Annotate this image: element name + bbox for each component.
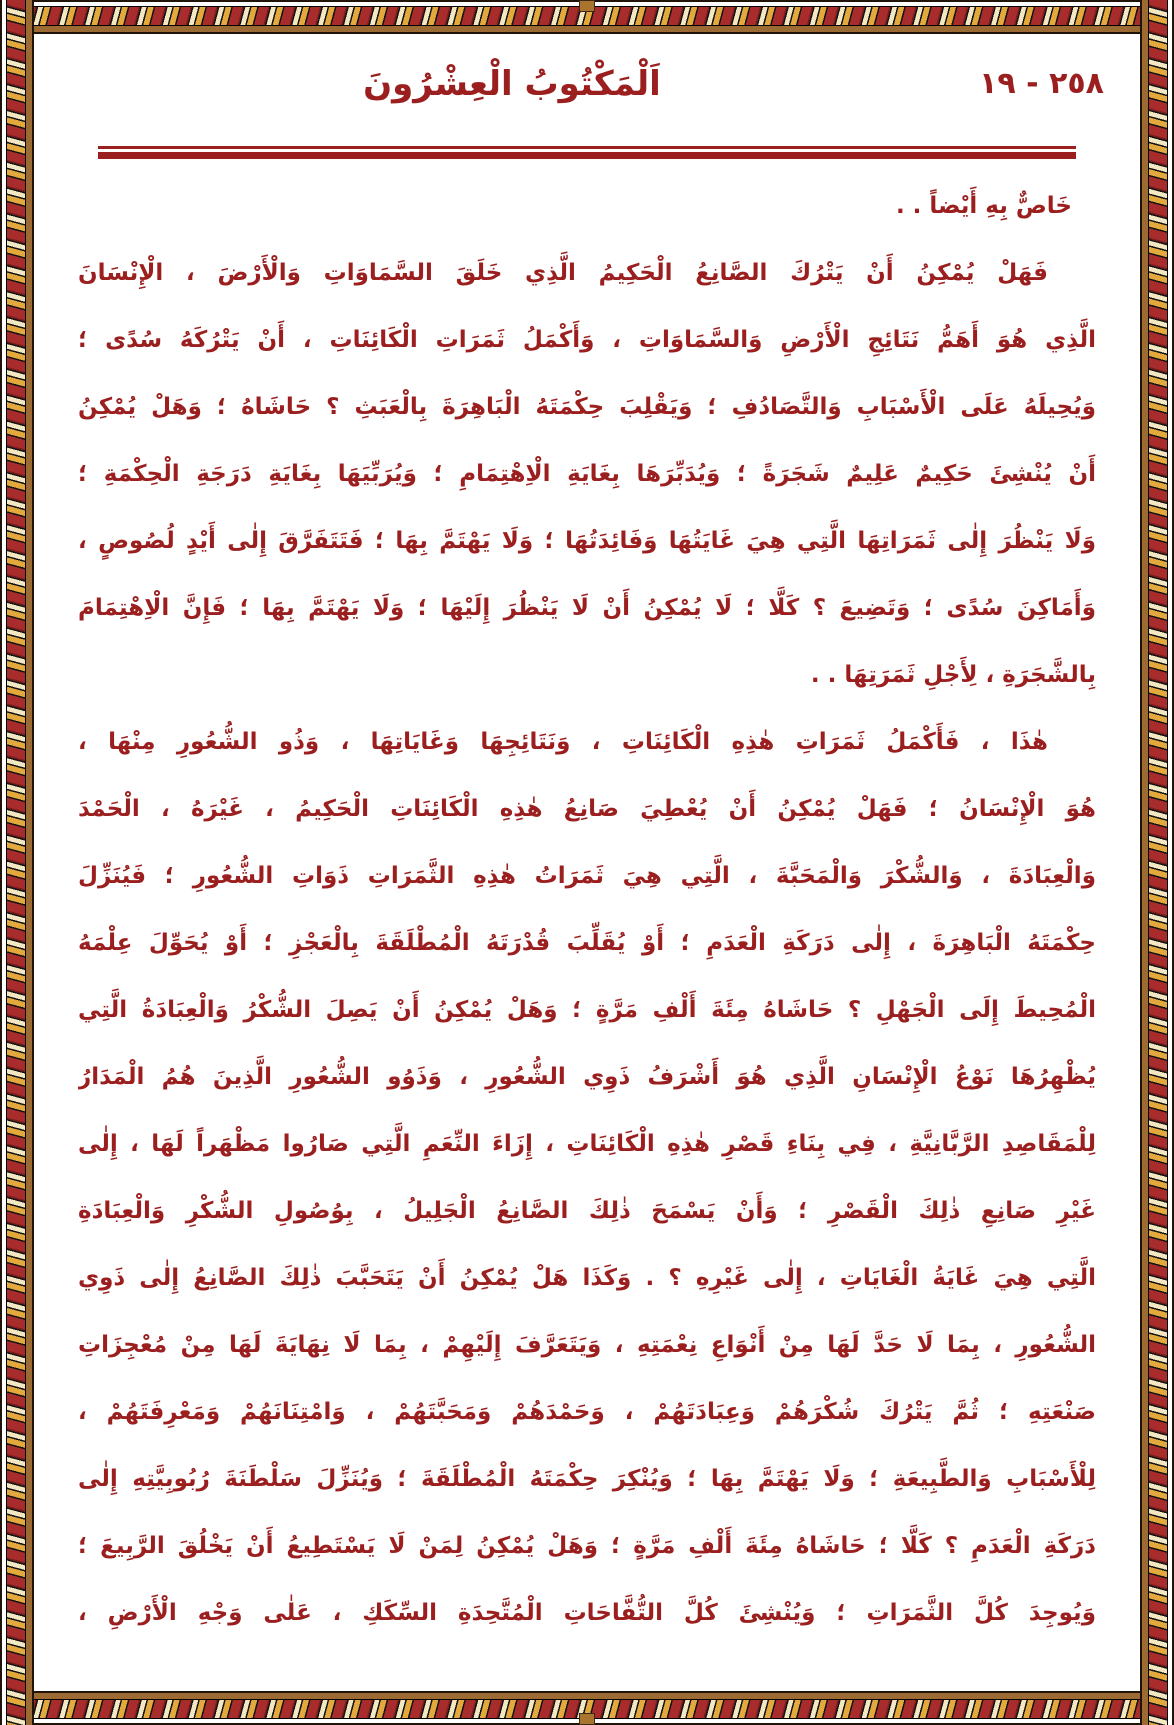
text-line: وَلَا يَنْظُرَ إِلٰى ثَمَرَاتِهَا الَّتِي هِيَ غَايَتُهَا وَفَائِدَتُهَا ؛ وَلَا يَهْتَمَّ بِهَا ؛ فَتَتَفَرَّقَ إِلٰى أَيْدٍ لُصُوصٍ ، [78,528,1096,554]
text-line: خَاصٌّ بِهِ أَيْضاً . . [895,193,1072,219]
document-body [34,173,1140,1647]
text-line: حِكْمَتَهُ الْبَاهِرَةَ ، إِلٰى دَرَكَةِ الْعَدَمِ ؛ أَوْ يُقَلِّبَ قُدْرَتَهُ الْمُطْلَقَةَ بِالْعَجْزِ ؛ أَوْ يُحَوِّلَ عِلْمَهُ [78,930,1096,956]
chain-pattern [1149,0,1167,1725]
page-title: اَلْمَكْتُوبُ الْعِشْرُونَ [363,64,661,104]
border-left-ornament [0,0,34,1725]
text-line: فَهَلْ يُمْكِنُ أَنْ يَتْرُكَ الصَّانِعُ الْحَكِيمُ الَّذِي خَلَقَ السَّمَاوَاتِ وَالْأَرْضَ ، الْإِنْسَانَ [78,260,1048,286]
text-line: وَيُوجِدَ كُلَّ الثَّمَرَاتِ ؛ وَيُنْشِئَ كُلَّ التُّفَّاحَاتِ الْمُتَّحِدَةِ السِّكَكِ ، عَلٰى وَجْهِ الْأَرْضِ ، [78,1600,1096,1626]
border-top-center-tab [579,0,595,12]
text-line: يُظْهِرُهَا نَوْعُ الْإِنْسَانِ الَّذِي هُوَ أَشْرَفُ ذَوِي الشُّعُورِ ، وَذَوُو الشُّعُورِ الَّذِينَ هُمُ الْمَدَارُ [78,1064,1096,1090]
border-bottom-center-tab [579,1713,595,1725]
page-content [34,34,1140,1691]
text-line: لِلْمَقَاصِدِ الرَّبَّانِيَّةِ ، فِي بِنَاءِ قَصْرِ هٰذِهِ الْكَائِنَاتِ ، إِزَاءَ النِّعَمِ الَّتِي صَارُوا مَظْهَراً لَهَا ، إِلٰى [78,1131,1096,1157]
text-line: صَنْعَتِهِ ؛ ثُمَّ يَتْرُكَ شُكْرَهُمْ وَعِبَادَتَهُمْ ، وَحَمْدَهُمْ وَمَحَبَّتَهُمْ ، وَامْتِنَانَهُمْ وَمَعْرِفَتَهُمْ ، [78,1399,1096,1425]
text-line: هٰذَا ، فَأَكْمَلُ ثَمَرَاتِ هٰذِهِ الْكَائِنَاتِ ، وَنَتَائِجِهَا وَغَايَاتِهَا ، وَذُو الشُّعُورِ مِنْهَا ، [78,729,1048,755]
page-number: ٢٥٨ - ١٩ [979,66,1104,101]
text-line: لِلْأَسْبَابِ وَالطَّبِيعَةِ ؛ وَلَا يَهْتَمَّ بِهَا ؛ وَيُنْكِرَ حِكْمَتَهُ الْمُطْلَقَةَ ؛ وَيُنَزِّلَ سَلْطَنَةَ رُبُوبِيَّتِهِ إِلٰى [78,1466,1096,1492]
header-divider-rule [98,146,1076,159]
page-header [34,34,1140,146]
text-line: وَأَمَاكِنَ سُدًى ؛ وَتَضِيعَ ؟ كَلَّا ؛ لَا يُمْكِنُ أَنْ لَا يَنْظُرَ إِلَيْهَا ؛ وَلَا يَهْتَمَّ بِهَا ؛ فَإِنَّ الْاِهْتِمَامَ [78,595,1096,621]
text-line: بِالشَّجَرَةِ ، لِأَجْلِ ثَمَرَتِهَا . . [810,662,1096,688]
text-line: الشُّعُورِ ، بِمَا لَا حَدَّ لَهَا مِنْ أَنْوَاعِ نِعْمَتِهِ ، وَيَتَعَرَّفَ إِلَيْهِمْ ، بِمَا لَا نِهَايَةَ لَهَا مِنْ مُعْجِزَاتِ [78,1332,1096,1358]
text-line: الْمُحِيطَ إِلَى الْجَهْلِ ؟ حَاشَاهُ مِئَةَ أَلْفِ مَرَّةٍ ؛ وَهَلْ يُمْكِنُ أَنْ يَصِلَ الشُّكْرُ وَالْعِبَادَةُ الَّتِي [78,997,1096,1023]
text-line: غَيْرِ صَانِعِ ذٰلِكَ الْقَصْرِ ؛ وَأَنْ يَسْمَحَ ذٰلِكَ الصَّانِعُ الْجَلِيلُ ، بِوُصُولِ الشُّكْرِ وَالْعِبَادَةِ [78,1198,1096,1224]
text-line: هُوَ الْإِنْسَانُ ؛ فَهَلْ يُمْكِنُ أَنْ يُعْطِيَ صَانِعُ هٰذِهِ الْكَائِنَاتِ الْحَكِيمُ ، غَيْرَهُ ، الْحَمْدَ [78,796,1096,822]
paragraph [78,709,1096,1647]
text-line: دَرَكَةِ الْعَدَمِ ؟ كَلَّا ؛ حَاشَاهُ مِئَةَ أَلْفِ مَرَّةٍ ؛ وَهَلْ يُمْكِنُ لِمَنْ لَا يَسْتَطِيعُ أَنْ يَخْلُقَ الرَّبِيعَ ؛ [78,1533,1096,1559]
text-line: الَّتِي هِيَ غَايَةُ الْغَايَاتِ ، إِلٰى غَيْرِهِ ؟ . وَكَذَا هَلْ يُمْكِنُ أَنْ يَتَحَبَّبَ ذٰلِكَ الصَّانِعُ إِلٰى ذَوِي [78,1265,1096,1291]
text-line: الَّذِي هُوَ أَهَمُّ نَتَائِجِ الْأَرْضِ وَالسَّمَاوَاتِ ، وَأَكْمَلُ ثَمَرَاتِ الْكَائِنَاتِ ، أَنْ يَتْرُكَهُ سُدًى ؛ [78,327,1096,353]
text-line: وَالْعِبَادَةَ ، وَالشُّكْرَ وَالْمَحَبَّةَ ، الَّتِي هِيَ ثَمَرَاتُ هٰذِهِ الثَّمَرَاتِ ذَوَاتِ الشُّعُورِ ؛ فَيُنَزِّلَ [78,863,1096,889]
chain-pattern [7,0,25,1725]
border-right-ornament [1140,0,1174,1725]
paragraph [78,240,1096,709]
text-line: أَنْ يُنْشِئَ حَكِيمٌ عَلِيمٌ شَجَرَةً ؛ وَيُدَبِّرَهَا بِغَايَةِ الْاِهْتِمَامِ ؛ وَيُرَبِّيَهَا بِغَايَةِ دَرَجَةِ الْحِكْمَةِ ؛ [78,461,1096,487]
paragraph [78,173,1096,240]
text-line: وَيُحِيلَهُ عَلَى الْأَسْبَابِ وَالتَّصَادُفِ ؛ وَيَقْلِبَ حِكْمَتَهُ الْبَاهِرَةَ بِالْعَبَثِ ؟ حَاشَاهُ ؛ وَهَلْ يُمْكِنُ [78,394,1096,420]
